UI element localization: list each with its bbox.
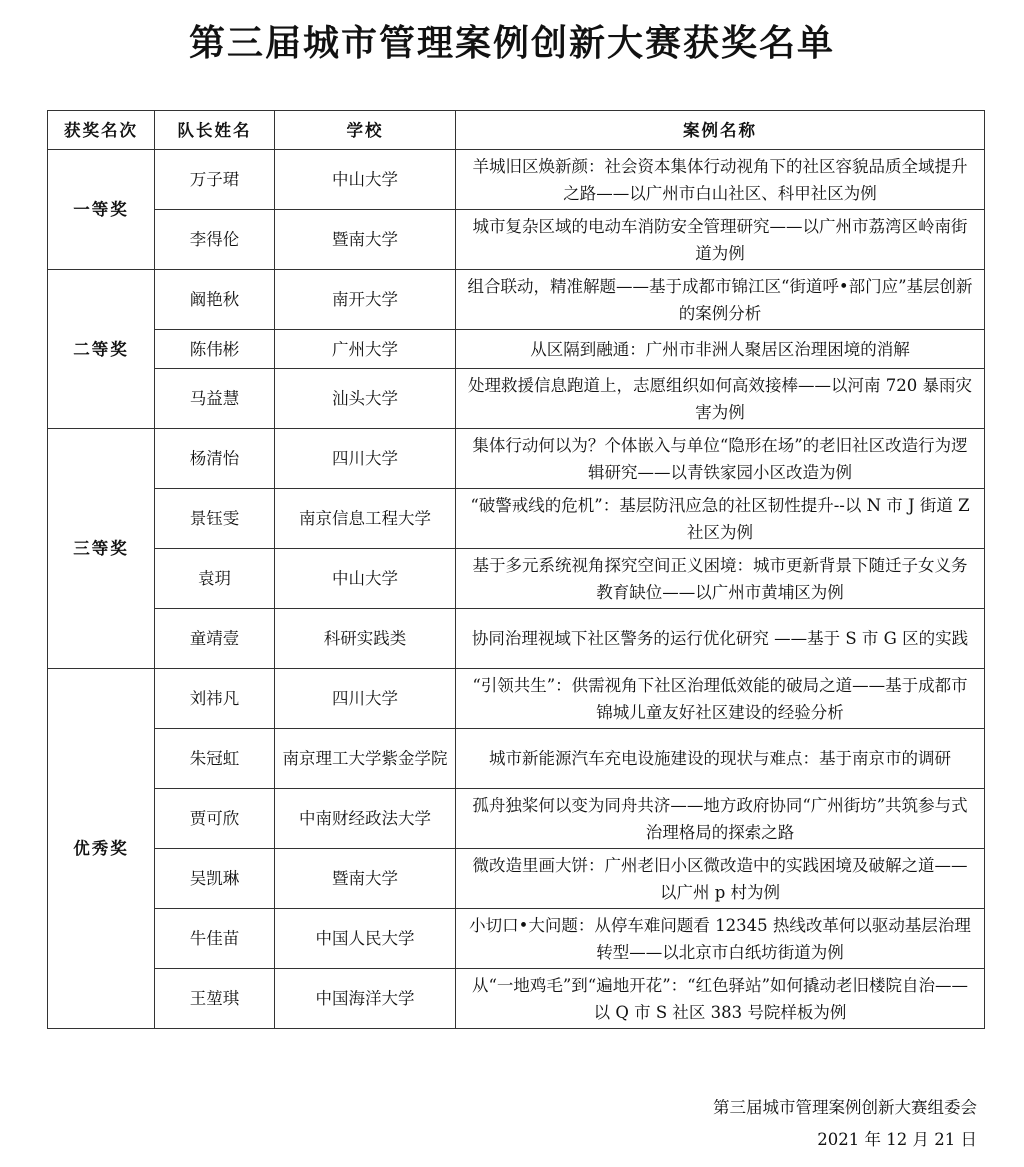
captain-cell: 牛佳苗 xyxy=(155,909,275,969)
table-row xyxy=(48,489,985,549)
rank-cell: 三等奖 xyxy=(48,429,155,669)
case-cell: 微改造里画大饼：广州老旧小区微改造中的实践困境及破解之道——以广州 p 村为例 xyxy=(456,849,985,909)
case-cell: 羊城旧区焕新颜：社会资本集体行动视角下的社区容貌品质全域提升之路——以广州市白山社区、科甲社区为例 xyxy=(456,150,985,210)
captain-cell: 阚艳秋 xyxy=(155,270,275,330)
rank-cell: 二等奖 xyxy=(48,270,155,429)
table-row xyxy=(48,270,985,330)
case-cell: 从区隔到融通：广州市非洲人聚居区治理困境的消解 xyxy=(456,330,985,369)
case-cell: 组合联动，精准解题——基于成都市锦江区“街道呼•部门应”基层创新的案例分析 xyxy=(456,270,985,330)
captain-cell: 景钰雯 xyxy=(155,489,275,549)
school-cell: 南京信息工程大学 xyxy=(275,489,456,549)
school-cell: 汕头大学 xyxy=(275,369,456,429)
captain-cell: 袁玥 xyxy=(155,549,275,609)
case-cell: 城市复杂区域的电动车消防安全管理研究——以广州市荔湾区岭南街道为例 xyxy=(456,210,985,270)
captain-cell: 李得伦 xyxy=(155,210,275,270)
case-cell: 处理救援信息跑道上，志愿组织如何高效接棒——以河南 720 暴雨灾害为例 xyxy=(456,369,985,429)
rank-cell: 一等奖 xyxy=(48,150,155,270)
case-cell: 基于多元系统视角探究空间正义困境：城市更新背景下随迁子女义务教育缺位——以广州市黄埔区为例 xyxy=(456,549,985,609)
case-cell: “引领共生”：供需视角下社区治理低效能的破局之道——基于成都市锦城儿童友好社区建设的经验分析 xyxy=(456,669,985,729)
header-rank: 获奖名次 xyxy=(48,111,155,150)
table-row xyxy=(48,609,985,669)
school-cell: 南京理工大学紫金学院 xyxy=(275,729,456,789)
school-cell: 广州大学 xyxy=(275,330,456,369)
case-cell: 集体行动何以为？个体嵌入与单位“隐形在场”的老旧社区改造行为逻辑研究——以青铁家园小区改造为例 xyxy=(456,429,985,489)
captain-cell: 童靖壹 xyxy=(155,609,275,669)
table-row xyxy=(48,369,985,429)
captain-cell: 吴凯琳 xyxy=(155,849,275,909)
captain-cell: 陈伟彬 xyxy=(155,330,275,369)
school-cell: 中国海洋大学 xyxy=(275,969,456,1029)
case-cell: 孤舟独桨何以变为同舟共济——地方政府协同“广州街坊”共筑参与式治理格局的探索之路 xyxy=(456,789,985,849)
school-cell: 中山大学 xyxy=(275,150,456,210)
table-row xyxy=(48,849,985,909)
school-cell: 中山大学 xyxy=(275,549,456,609)
captain-cell: 刘祎凡 xyxy=(155,669,275,729)
table-row xyxy=(48,909,985,969)
captain-cell: 万子珺 xyxy=(155,150,275,210)
school-cell: 中南财经政法大学 xyxy=(275,789,456,849)
school-cell: 四川大学 xyxy=(275,429,456,489)
table-row xyxy=(48,549,985,609)
case-cell: 小切口•大问题：从停车难问题看 12345 热线改革何以驱动基层治理转型——以北京市白纸坊街道为例 xyxy=(456,909,985,969)
header-school: 学校 xyxy=(275,111,456,150)
school-cell: 暨南大学 xyxy=(275,849,456,909)
school-cell: 暨南大学 xyxy=(275,210,456,270)
header-captain: 队长姓名 xyxy=(155,111,275,150)
captain-cell: 王堃琪 xyxy=(155,969,275,1029)
case-cell: 从“一地鸡毛”到“遍地开花”：“红色驿站”如何撬动老旧楼院自治——以 Q 市 S 社区 383 号院样板为例 xyxy=(456,969,985,1029)
school-cell: 南开大学 xyxy=(275,270,456,330)
table-header-row xyxy=(48,111,985,150)
rank-cell: 优秀奖 xyxy=(48,669,155,1029)
table-row xyxy=(48,330,985,369)
table-row xyxy=(48,429,985,489)
table-row xyxy=(48,150,985,210)
awards-table xyxy=(47,110,985,1029)
case-cell: 协同治理视域下社区警务的运行优化研究 ——基于 S 市 G 区的实践 xyxy=(456,609,985,669)
school-cell: 四川大学 xyxy=(275,669,456,729)
captain-cell: 贾可欣 xyxy=(155,789,275,849)
table-row xyxy=(48,789,985,849)
school-cell: 科研实践类 xyxy=(275,609,456,669)
school-cell: 中国人民大学 xyxy=(275,909,456,969)
page-title: 第三届城市管理案例创新大赛获奖名单 xyxy=(188,23,835,64)
case-cell: 城市新能源汽车充电设施建设的现状与难点：基于南京市的调研 xyxy=(456,729,985,789)
captain-cell: 马益慧 xyxy=(155,369,275,429)
case-cell: “破警戒线的危机”：基层防汛应急的社区韧性提升--以 N 市 J 街道 Z 社区为例 xyxy=(456,489,985,549)
header-case: 案例名称 xyxy=(456,111,985,150)
table-row xyxy=(48,969,985,1029)
captain-cell: 朱冠虹 xyxy=(155,729,275,789)
table-row xyxy=(48,669,985,729)
table-row xyxy=(48,729,985,789)
organizer-signature: 第三届城市管理案例创新大赛组委会 xyxy=(713,1098,977,1117)
issue-date: 2021 年 12 月 21 日 xyxy=(817,1130,977,1149)
captain-cell: 杨清怡 xyxy=(155,429,275,489)
table-row xyxy=(48,210,985,270)
